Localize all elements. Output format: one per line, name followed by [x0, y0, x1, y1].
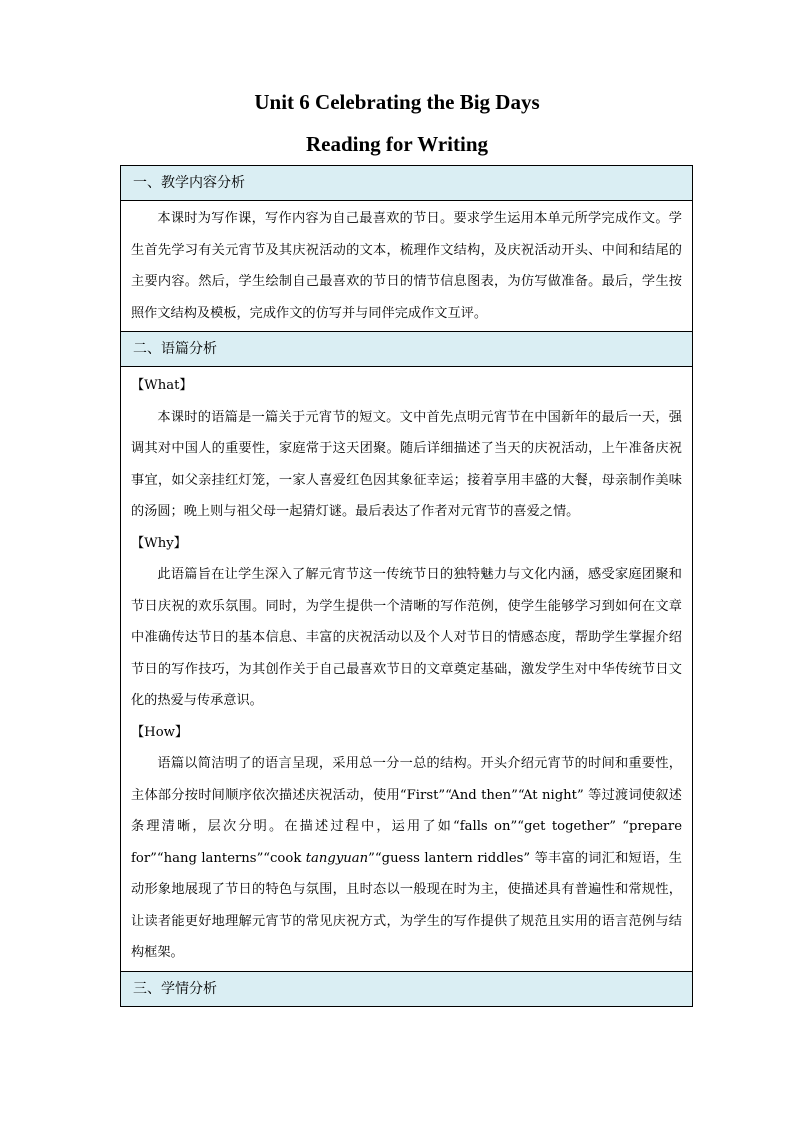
what-tag: 【What】	[131, 378, 193, 393]
section1-paragraph: 本课时为写作课，写作内容为自己最喜欢的节日。要求学生运用本单元所学完成作文。学生首先学习有关元宵节及其庆祝活动的文本，梳理作文结构，及庆祝活动开头、中间和结尾的主要内容。然后，学生绘制自己最喜欢的节日的情节信息图表，为仿写做准备。最后，学生按照作文结构及模板，完成作文的仿写并与同伴完成作文互评。	[131, 211, 682, 321]
section-body-row	[121, 201, 693, 332]
why-paragraph: 此语篇旨在让学生深入了解元宵节这一传统节日的独特魅力与文化内涵，感受家庭团聚和节日庆祝的欢乐氛围。同时，为学生提供一个清晰的写作范例，使学生能够学习到如何在文章中准确传达节日的基本信息、丰富的庆祝活动以及个人对节日的情感态度，帮助学生掌握介绍节日的写作技巧，为其创作关于自己最喜欢节日的文章奠定基础，激发学生对中华传统节日文化的热爱与传承意识。	[131, 567, 682, 708]
section1-content	[121, 201, 693, 332]
section-header-row	[121, 332, 693, 367]
how-tag: 【How】	[131, 724, 189, 740]
lesson-plan-table	[120, 165, 693, 1007]
section-body-row	[121, 367, 693, 972]
how-text-part2: ”“guess lantern riddles” 等丰富的词汇和短语，生动形象地展现了节日的特色与氛围，且时态以一般现在时为主，使描述具有普遍性和常规性，让读者能更好地理解元宵节的常见庆祝方式，为学生的写作提供了规范且实用的语言范例与结构框架。	[131, 850, 682, 960]
how-text-part1: 语篇以简洁明了的语言呈现，采用总一分一总的结构。开头介绍元宵节的时间和重要性，主体部分按时间顺序依次描述庆祝活动，使用“First”“And then”“At night” 等过渡词使叙述条理清晰，层次分明。在描述过程中，运用了如“falls on”“get together” “prepare for”“hang lanterns”“cook	[131, 756, 682, 866]
section1-heading: 一、教学内容分析	[121, 166, 693, 201]
why-tag: 【Why】	[131, 535, 187, 551]
section2-heading: 二、语篇分析	[121, 332, 693, 367]
section-header-row	[121, 166, 693, 201]
page-title: Unit 6 Celebrating the Big Days	[254, 90, 540, 114]
section-header-row	[121, 971, 693, 1006]
section2-content	[121, 367, 693, 972]
what-paragraph: 本课时的语篇是一篇关于元宵节的短文。文中首先点明元宵节在中国新年的最后一天，强调其对中国人的重要性，家庭常于这天团聚。随后详细描述了当天的庆祝活动，上午准备庆祝事宜，如父亲挂红灯笼，一家人喜爱红色因其象征幸运；接着享用丰盛的大餐，母亲制作美味的汤圆；晚上则与祖父母一起猜灯谜。最后表达了作者对元宵节的喜爱之情。	[131, 409, 682, 519]
how-text-italic: tangyuan	[305, 850, 369, 866]
section3-heading: 三、学情分析	[121, 971, 693, 1006]
page-subtitle: Reading for Writing	[305, 132, 489, 156]
how-paragraph	[131, 748, 682, 969]
